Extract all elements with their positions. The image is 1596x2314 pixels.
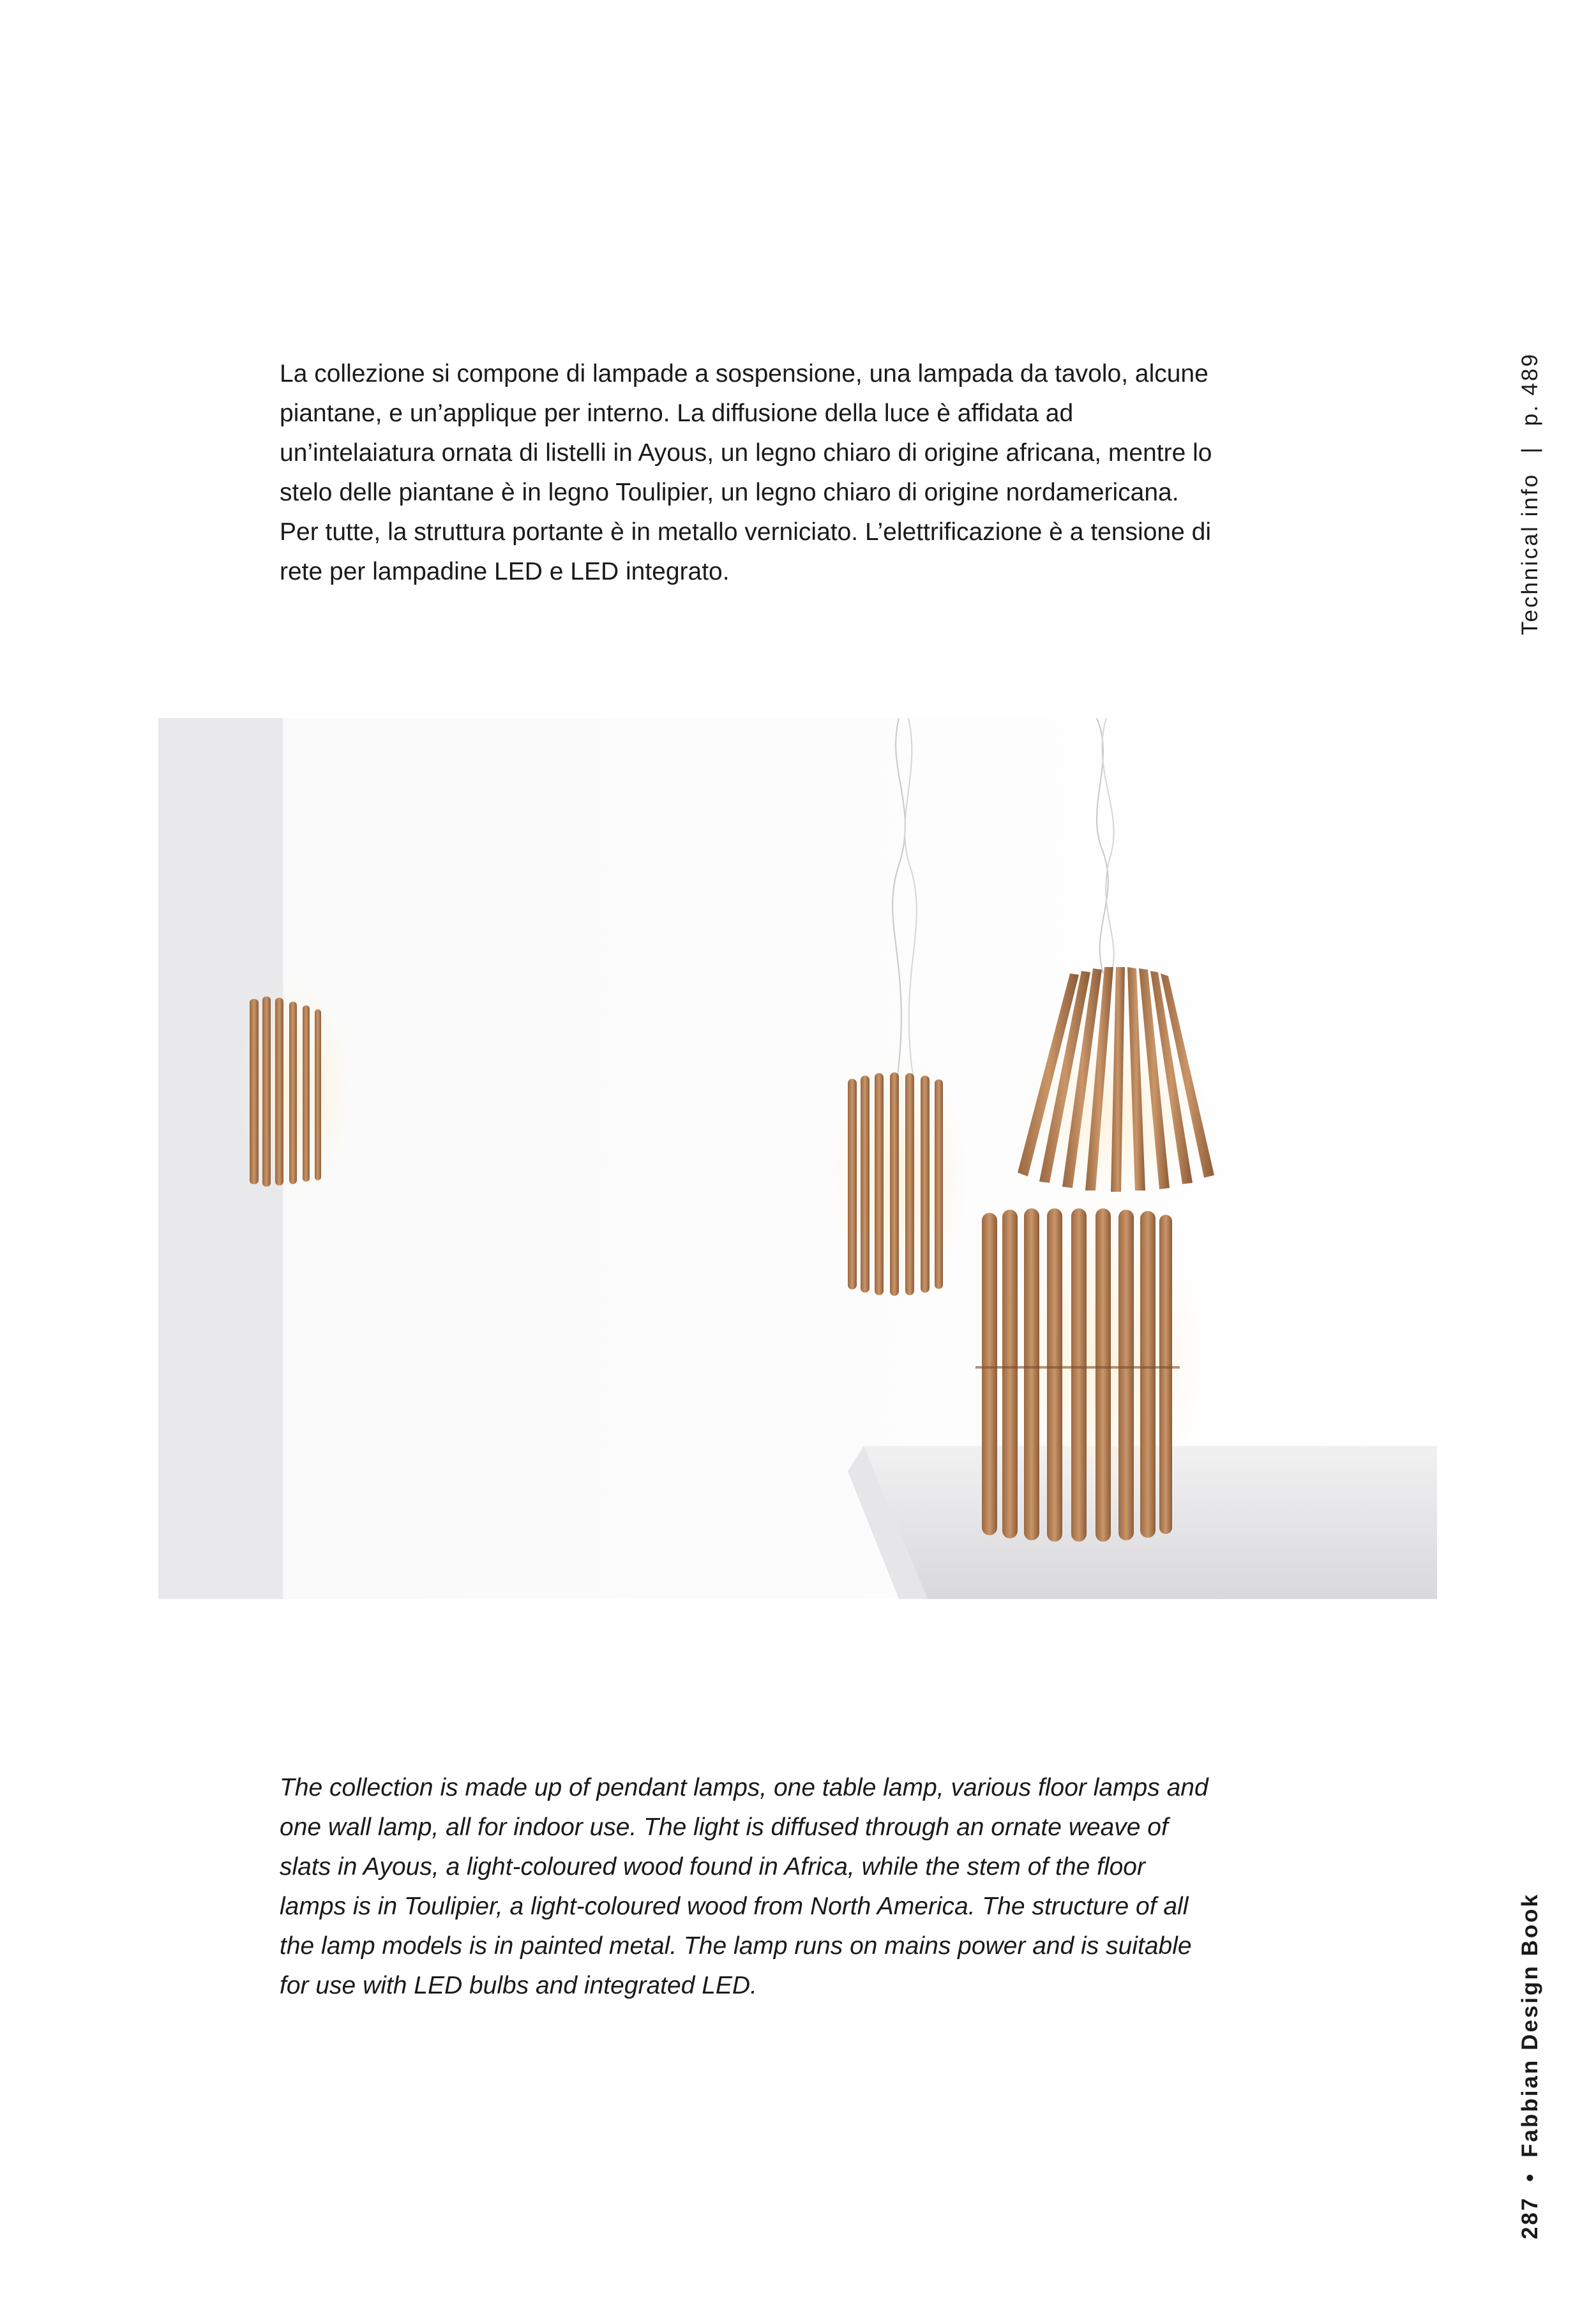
book-title: Fabbian Design Book xyxy=(1517,1893,1542,2158)
page-number: 287 xyxy=(1517,2196,1542,2239)
intro-english: The collection is made up of pendant lamps, one table lamp, various floor lamps and one wall lamp, all for indoor use. The light is diffused through an ornate weave of slats in Ayous, a light-coloured wood found in Africa, while the stem of the floor lamps is in Toulipier, a light-coloured wood from North America. The structure of all the lamp models is in painted metal. The lamp runs on mains power and is suitable for use with LED bulbs and integrated LED. xyxy=(280,1774,1208,1999)
small-pendant-lamp xyxy=(848,1072,943,1296)
technical-info-label: Technical info xyxy=(1517,472,1542,635)
technical-info-reference[interactable] xyxy=(1517,352,1543,635)
page-reference: p. 489 xyxy=(1517,352,1542,426)
lamp-scene-illustration xyxy=(158,718,1437,1599)
separator: | xyxy=(1517,446,1542,454)
bullet: • xyxy=(1517,2172,1542,2182)
product-photo xyxy=(158,718,1437,1599)
table-lamp xyxy=(982,1208,1172,1542)
page-footer xyxy=(1517,1893,1543,2239)
intro-italian: La collezione si compone di lampade a sospensione, una lampada da tavolo, alcune piantane, e un’applique per interno. La diffusione della luce è affidata ad un’intelaiatura ornata di listelli in Ayous, un legno chiaro di origine africana, mentre lo stelo delle piantane è in legno Toulipier, un legno chiaro di origine nordamericana. Per tutte, la struttura portante è in metallo verniciato. L’elettrificazione è a tensione di rete per lampadine LED e LED integrato. xyxy=(280,360,1212,585)
